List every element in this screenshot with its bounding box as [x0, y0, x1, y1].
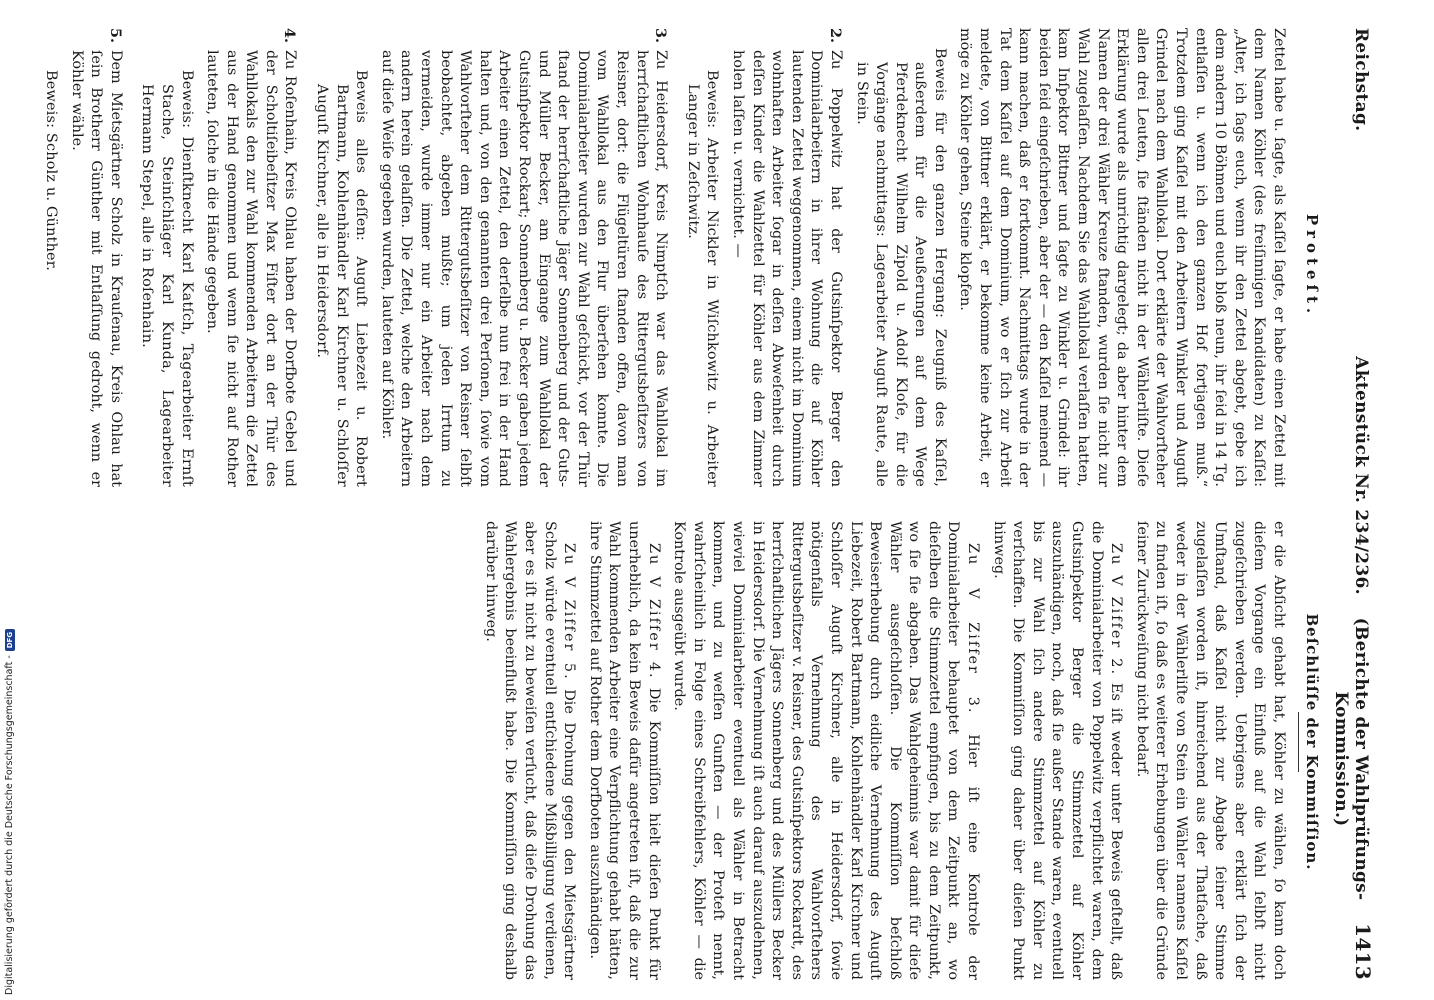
page-header — [1327, 28, 1375, 980]
protest-item: 4. Zu Roſenhain, Kreis Ohlau haben der Dorfbote Gebel und der Scholtiſeibeſitzer Max Fiſter dort an der Thür des Wahllokals den zur Wahl kommenden Arbeitern die Zettel aus der Hand genommen und wenn ſie nicht auf Rother lauteten, ſolche in die Hände gegeben. Beweis: Dienſtknecht Karl Katſch, Tagearbeiter Ernſt Stache, Steinſchläger Karl Kunda, Lagearbeiter Hermann Stepel, alle in Roſenhain. — [131, 28, 300, 487]
resolution-text: Es iſt weder unter Beweis geſtellt, daß die Dominialarbeiter von Poppelwitz verpflichtet waren, dem Gutsinſpektor Berger die Stimmzettel auf Köhler auszuhändigen, noch, daß ſie außer Stande waren, eventuell bis zur Wahl ſich andere Stimmzettel auf Köhler zu verſchaffen. Die Kommiſſion ging daher über dieſen Punkt hinweg. — [990, 521, 1125, 980]
resolution-paragraph — [480, 521, 578, 980]
resolution-lead: Zu V Ziffer 3. — [965, 543, 982, 715]
protest-item-text: Zu Poppelwitz hat der Gutsinſpektor Berger den Dominialarbeitern in ihrer Wohnung die auf Köhler lautenden Zettel weggenommen, einem nicht im Dominium wohnhaften Arbeiter ſogar in deſſen Abweſenheit durch deſſen Kinder die Wahlzettel für Köhler aus dem Zimmer holen laſſen u. vernichtet. — — [729, 50, 844, 487]
protest-item-proof: Beweis alles deſſen: Auguſt Liebezeit u. Robert Bartmann, Kohlenhändler Karl Kirchner u. Schloſſer Auguſt Kirchner, alle in Heidersdorf. — [314, 70, 370, 487]
resolution-lead: Zu V Ziffer 2. — [1108, 543, 1125, 677]
resolution-text: Hier iſt eine Kontrole der Dominialarbeiter behauptet von dem Zeitpunkt an, wo dieſelben die Stimmzettel empfingen, bis zu dem Zeitpunkt, wo ſie ſie abgaben. Das Wahlgeheimnis war damit für dieſe Wähler ausgeſchloſſen. Die Kommiſſion beſchloß Beweiserhebung durch eidliche Vernehmung des Auguſt Liebezeit, Robert Bartmann, Kohlenhändler Karl Kirchner und Schloſſer Auguſt Kirchner, alle in Heidersdorf, ſowie nötigenfalls Vernehmung des Wahlvorſtehers Rittergutsbeſitzer v. Reisner, des Gutsinſpektors Rockardt, des herrſchaftlichen Jägers Sonnenberg und des Müllers Becker in Heidersdorf. Die Vernehmung iſt auch darauf auszudehnen, wieviel Dominialarbeiter eventuell als Wähler in Betracht kommen, und zu weſſen Gunſten — der Proteſt nennt, wahrſcheinlich in Folge eines Schreibfehlers, Köhler — die Kontrole ausgeübt wurde. — [671, 521, 982, 981]
protest-intro-proof: Beweis für den ganzen Hergang: Zeugniß des Kaſſel, außerdem für die Aeußerungen auf dem Wege Pferdeknecht Wilhelm Zipold u. Adolf Kloſe, für die Vorgänge nachmittags: Lagearbeiter Auguſt Raute, alle in Stein. — [853, 48, 948, 487]
protest-item: 3. Zu Heidersdorf, Kreis Nimptſch war das Wahllokal im herrſchaftlichen Wohnhauſe des Rittergutsbeſitzers von Reisner, dort: die Flügeltüren ſtanden offen, davon man vom Wahllokal aus den Flur überſehen konnte. Die Dominialarbeiter wurden zur Wahl geſchickt, vor der Thür ſtand der herrſchaftliche Jäger Sonnenberg und der Guts- und Müller Becker, am Eingange zum Wahllokal der Gutsinſpektor Rockart; Sonnenberg u. Becker gaben jedem Arbeiter einen Zettel, den derſelbe nun frei in der Hand halten und, von den genannten drei Perſonen, ſowie vom Wahlvorſteher dem Rittergutsbeſitzer von Reisner ſelbſt beobachtet, abgeben mußte; um jeden Irrtum zu vermeiden, wurde immer nur ein Arbeiter nach dem andern herein gelaſſen. Die Zettel, welche den Arbeitern auf dieſe Weiſe gegeben wurden, lauteten auf Köhler. Beweis alles deſſen: Auguſt Liebezeit u. Robert Bartmann, Kohlenhändler Karl Kirchner u. Schloſſer Auguſt Kirchner, alle in Heidersdorf. — [306, 28, 671, 487]
protest-item: 2. Zu Poppelwitz hat der Gutsinſpektor Berger den Dominialarbeitern in ihrer Wohnung die auf Köhler lautenden Zettel weggenommen, einem nicht im Dominium wohnhaften Arbeiter ſogar in deſſen Abweſenheit durch deſſen Kinder die Wahlzettel für Köhler aus dem Zimmer holen laſſen u. vernichtet. — Beweis: Arbeiter Nickler in Wiſchkowitz u. Arbeiter Langer in Zeſchwitz. — [676, 28, 845, 487]
resolution-paragraph — [669, 521, 983, 980]
protest-item-text: Dem Mietsgärtner Scholz in Krauſenau, Kreis Ohlau hat ſein Brotherr Günther mit Entlaſſung gedroht, wenn er Köhler wähle. — [68, 50, 124, 487]
heading-rule — [1298, 712, 1299, 772]
header-left: Reichstag. — [1351, 28, 1371, 132]
page-number: 1413 — [1351, 923, 1375, 981]
column-headings — [1298, 28, 1321, 980]
rotated-document-page — [42, 0, 1385, 1000]
resolution-text: Die Kommiſſion hielt dieſen Punkt für unerheblich, da kein Beweis dafür angetreten iſt, daß die zur Wahl kommenden Arbeiter eine Verpflichtung gehabt hätten, ihre Stimmzettel auf Rother dem Dorfboten auszuhändigen. — [586, 521, 662, 980]
dfg-logo-icon: DFG — [5, 629, 15, 651]
protest-item: 5. Dem Mietsgärtner Scholz in Krauſenau, Kreis Ohlau hat ſein Brotherr Günther mit Entlaſſung gedroht, wenn er Köhler wähle. Beweis: Scholz u. Günther. — [34, 28, 124, 487]
resolution-lead: Zu V Ziffer 4. — [645, 543, 662, 680]
resolution-text: Die Drohung gegen den Mietsgärtner Scholz würde eventuell entſchiedene Mißbilligung verdienen, aber es iſt nicht zu beweiſen verſucht, daß dieſe Drohung das Wahlergebnis beeinflußt habe. Die Kommiſſion ging deshalb darüber hinweg. — [482, 521, 578, 980]
heading-protest: Proteſt. — [1303, 213, 1321, 319]
resolutions-column — [34, 521, 1288, 980]
heading-resolutions: Beſchlüſſe der Kommiſſion. — [1298, 504, 1321, 980]
protest-item-proof: Beweis: Arbeiter Nickler in Wiſchkowitz u. Arbeiter Langer in Zeſchwitz. — [684, 70, 721, 487]
protest-item-text: Zu Heidersdorf, Kreis Nimptſch war das Wahllokal im herrſchaftlichen Wohnhauſe des Rittergutsbeſitzers von Reisner, dort: die Flügeltüren ſtanden offen, davon man vom Wahllokal aus den Flur überſehen konnte. Die Dominialarbeiter wurden zur Wahl geſchickt, vor der Thür ſtand der herrſchaftliche Jäger Sonnenberg und der Guts- und Müller Becker, am Eingange zum Wahllokal der Gutsinſpektor Rockart; Sonnenberg u. Becker gaben jedem Arbeiter einen Zettel, den derſelbe nun frei in der Hand halten und, von den genannten drei Perſonen, ſowie vom Wahlvorſteher dem Rittergutsbeſitzer von Reisner ſelbſt beobachtet, abgeben mußte; um jeden Irrtum zu vermeiden, wurde immer nur ein Arbeiter nach dem andern herein gelaſſen. Die Zettel, welche den Arbeitern auf dieſe Weiſe gegeben wurden, lauteten auf Köhler. — [378, 50, 670, 487]
protest-item-proof: Beweis: Dienſtknecht Karl Katſch, Tagearbeiter Ernſt Stache, Steinſchläger Karl Kunda, Lagearbeiter Hermann Stepel, alle in Roſenhain. — [139, 70, 195, 487]
resolutions-intro: er die Abſicht gehabt hat, Köhler zu wählen, ſo kann doch dieſem Vorgange ein Einfluß auf die Wahl ſelbſt nicht zugeſchrieben werden. Uebrigens aber erklärt ſich der Umſtand, daß Kaſſel nicht zur Abgabe ſeiner Stimme zugelaſſen worden iſt, hinreichend aus der Thatſache, daß weder in der Wählerliſte von Stein ein Wähler namens Kaſſel zu finden iſt, ſo daß es weiterer Erhebungen über die Gründe ſeiner Zurückweiſung nicht bedarf. — [1133, 521, 1287, 980]
protest-item-text: Zu Roſenhain, Kreis Ohlau haben der Dorfbote Gebel und der Scholtiſeibeſitzer Max Fiſter dort an der Thür des Wahllokals den zur Wahl kommenden Arbeitern die Zettel aus der Hand genommen und wenn ſie nicht auf Rother lauteten, ſolche in die Hände gegeben. — [204, 50, 299, 487]
protest-column — [34, 28, 1288, 487]
resolution-lead: Zu V Ziffer 5. — [561, 543, 578, 681]
protest-intro: Zettel habe u. ſagte, als Kaſſel ſagte, er habe einen Zettel mit dem Namen Köhler (des freiſinnigen Kandidaten) zu Kaſſel: „Alter, ich ſags euch, wenn ihr den Zettel abgebt, gebe ich dem andern 10 Böhmen und euch bloß neun, ihr ſeid in 14 Tg. entlaſſen u. wenn ich den ganzen Hof fortjagen muß.“ Trotzdem ging Kaſſel mit den Arbeitern Winkler und Auguſt Grindel nach dem Wahllokal. Dort erklärte der Wahlvorſteher allen drei Leuten, ſie ſtänden nicht in der Wählerliſte. Dieſe Erklärung wurde als unrichtig dargelegt; da aber hinter dem Namen der drei Wähler Kreuze ſtanden, wurden ſie nicht zur Wahl zugelaſſen. Nachdem Sie das Wahllokal verlaſſen hatten, kam Inſpektor Bittner und ſagte zu Winkler u. Grindel: ihr beiden ſeid eingeſchrieben, aber der — den Kaſſel meinend — kann machen, daß er fortkommt. Nachmittags wurde in der Tat dem Kaſſel auf dem Dominium, wo er ſich zur Arbeit meldete, von Bittner erklärt, er bekomme keine Arbeit, er möge zu Köhler gehen, Steine klopfen. — [957, 28, 1287, 487]
header-center: Aktenstück Nr. 234/236. — [1351, 356, 1371, 595]
header-right: (Berichte der Wahlprüfungs-Kommission.) — [1331, 617, 1371, 901]
protest-item-proof: Beweis: Scholz u. Günther. — [42, 70, 59, 272]
resolution-paragraph — [584, 521, 662, 980]
funding-note — [4, 629, 15, 995]
funding-note-text: Digitalisierung gefördert durch die Deutsche Forschungsgemeinschaft - — [4, 655, 15, 995]
resolution-paragraph — [988, 521, 1125, 980]
